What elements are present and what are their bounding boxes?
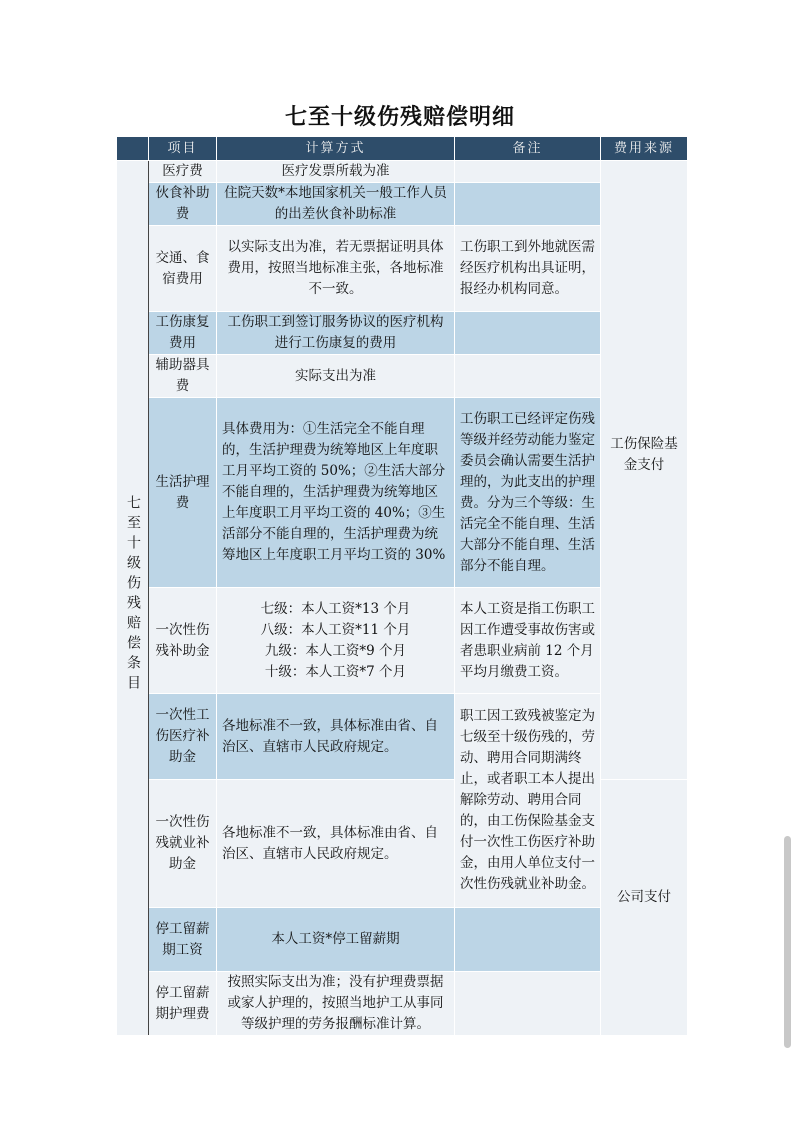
note-cell: 工伤职工已经评定伤残等级并经劳动能力鉴定委员会确认需要生活护理的，为此支出的护理费。分为三个等级：生活完全不能自理、生活大部分不能自理、生活部分不能自理。 [455,398,601,588]
method-line: 九级：本人工资*9 个月 [264,642,407,659]
method-cell: 住院天数*本地国家机关一般工作人员的出差伙食补助标准 [217,183,455,226]
source-cell-company [601,780,688,1036]
method-cell: 各地标准不一致，具体标准由省、自治区、直辖市人民政府规定。 [217,780,455,908]
source-company-label: 公司支付 [617,889,671,905]
source-fund-label: 工伤保险基金支付 [610,436,678,473]
method-cell: 实际支出为准 [217,355,455,398]
scrollbar[interactable] [784,836,791,1048]
header-category [117,137,149,161]
page-title: 七至十级伤残赔偿明细 [284,104,515,130]
header-source: 费用来源 [601,137,688,161]
method-line: 八级：本人工资*11 个月 [260,621,411,638]
item-cell: 停工留薪期工资 [149,908,217,972]
item-cell: 工伤康复费用 [149,312,217,355]
compensation-table [116,136,688,1036]
method-cell: 本人工资*停工留薪期 [217,908,455,972]
item-cell: 一次性伤残就业补助金 [149,780,217,908]
item-cell: 辅助器具费 [149,355,217,398]
method-cell: 工伤职工到签订服务协议的医疗机构进行工伤康复的费用 [217,312,455,355]
method-cell: 医疗发票所载为准 [217,161,455,183]
note-cell [455,312,601,355]
note-cell: 工伤职工到外地就医需经医疗机构出具证明，报经办机构同意。 [455,226,601,312]
note-cell [455,183,601,226]
item-cell: 医疗费 [149,161,217,183]
header-method: 计算方式 [217,137,455,161]
item-cell: 一次性工伤医疗补助金 [149,694,217,780]
header-item: 项目 [149,137,217,161]
header-note: 备注 [455,137,601,161]
method-cell: 以实际支出为准，若无票据证明具体费用，按照当地标准主张，各地标准不一致。 [217,226,455,312]
note-cell [455,355,601,398]
note-cell [455,161,601,183]
method-cell [217,588,455,694]
note-cell [455,972,601,1036]
method-line: 七级：本人工资*13 个月 [260,600,411,617]
note-cell: 职工因工致残被鉴定为七级至十级伤残的，劳动、聘用合同期满终止，或者职工本人提出解除劳动、聘用合同的，由工伤保险基金支付一次性工伤医疗补助金，由用人单位支付一次性伤残就业补助金。 [455,694,601,908]
table-row [117,161,688,183]
method-cell: 各地标准不一致，具体标准由省、自治区、直辖市人民政府规定。 [217,694,455,780]
method-cell: 按照实际支出为准；没有护理费票据或家人护理的，按照当地护工从事同等级护理的劳务报酬标准计算。 [217,972,455,1036]
category-label: 七至十级伤残赔偿条目 [125,494,141,695]
source-cell-fund [601,161,688,780]
table-header-row [117,137,688,161]
note-cell: 本人工资是指工伤职工因工作遭受事故伤害或者患职业病前 12 个月平均月缴费工资。 [455,588,601,694]
method-cell: 具体费用为：①生活完全不能自理的，生活护理费为统筹地区上年度职工月平均工资的 50%；②生活大部分不能自理的，生活护理费为统筹地区上年度职工月平均工资的 40%；③生活部分不能自理的，生活护理费为统筹地区上年度职工月平均工资的 30% [217,398,455,588]
item-cell: 一次性伤残补助金 [149,588,217,694]
method-line: 十级：本人工资*7 个月 [264,663,407,680]
note-cell [455,908,601,972]
table-row [117,780,688,908]
item-cell: 伙食补助费 [149,183,217,226]
item-cell: 交通、食宿费用 [149,226,217,312]
item-cell: 生活护理费 [149,398,217,588]
category-cell [117,161,149,1036]
item-cell: 停工留薪期护理费 [149,972,217,1036]
